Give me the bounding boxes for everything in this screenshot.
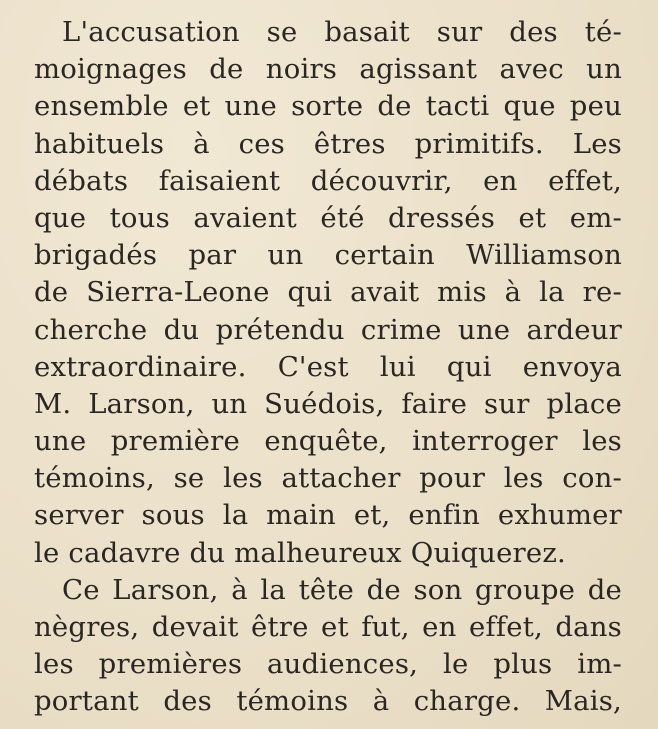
text-line: ensemble et une sorte de tacti que peu [34, 90, 622, 123]
text-line: portant des témoins à charge. Mais, [34, 685, 622, 718]
text-line: débats faisaient découvrir, en effet, [34, 164, 622, 197]
text-line: que tous avaient été dressés et em- [34, 201, 622, 234]
text-column [34, 14, 622, 721]
text-line: moignages de noirs agissant avec un [34, 53, 622, 86]
text-line: server sous la main et, enfin exhumer [34, 499, 622, 532]
text-line: cherche du prétendu crime une ardeur [34, 313, 622, 346]
text-line: les premières audiences, le plus im- [34, 648, 622, 681]
text-line: brigadés par un certain Williamson [34, 239, 622, 272]
text-line: témoins, se les attacher pour les con- [34, 462, 622, 495]
text-line: Ce Larson, à la tête de son groupe de [62, 573, 622, 606]
text-line: habituels à ces êtres primitifs. Les [34, 127, 622, 160]
text-line: M. Larson, un Suédois, faire sur place [34, 387, 622, 420]
text-line: nègres, devait être et fut, en effet, dans [34, 611, 622, 643]
text-line: extraordinaire. C'est lui qui envoya [34, 350, 622, 383]
text-line: de Sierra-Leone qui avait mis à la re- [34, 276, 622, 309]
text-line: L'accusation se basait sur des té- [62, 16, 622, 48]
text-line: une première enquête, interroger les [34, 425, 622, 458]
text-line: le cadavre du malheureux Quiquerez. [34, 536, 566, 569]
